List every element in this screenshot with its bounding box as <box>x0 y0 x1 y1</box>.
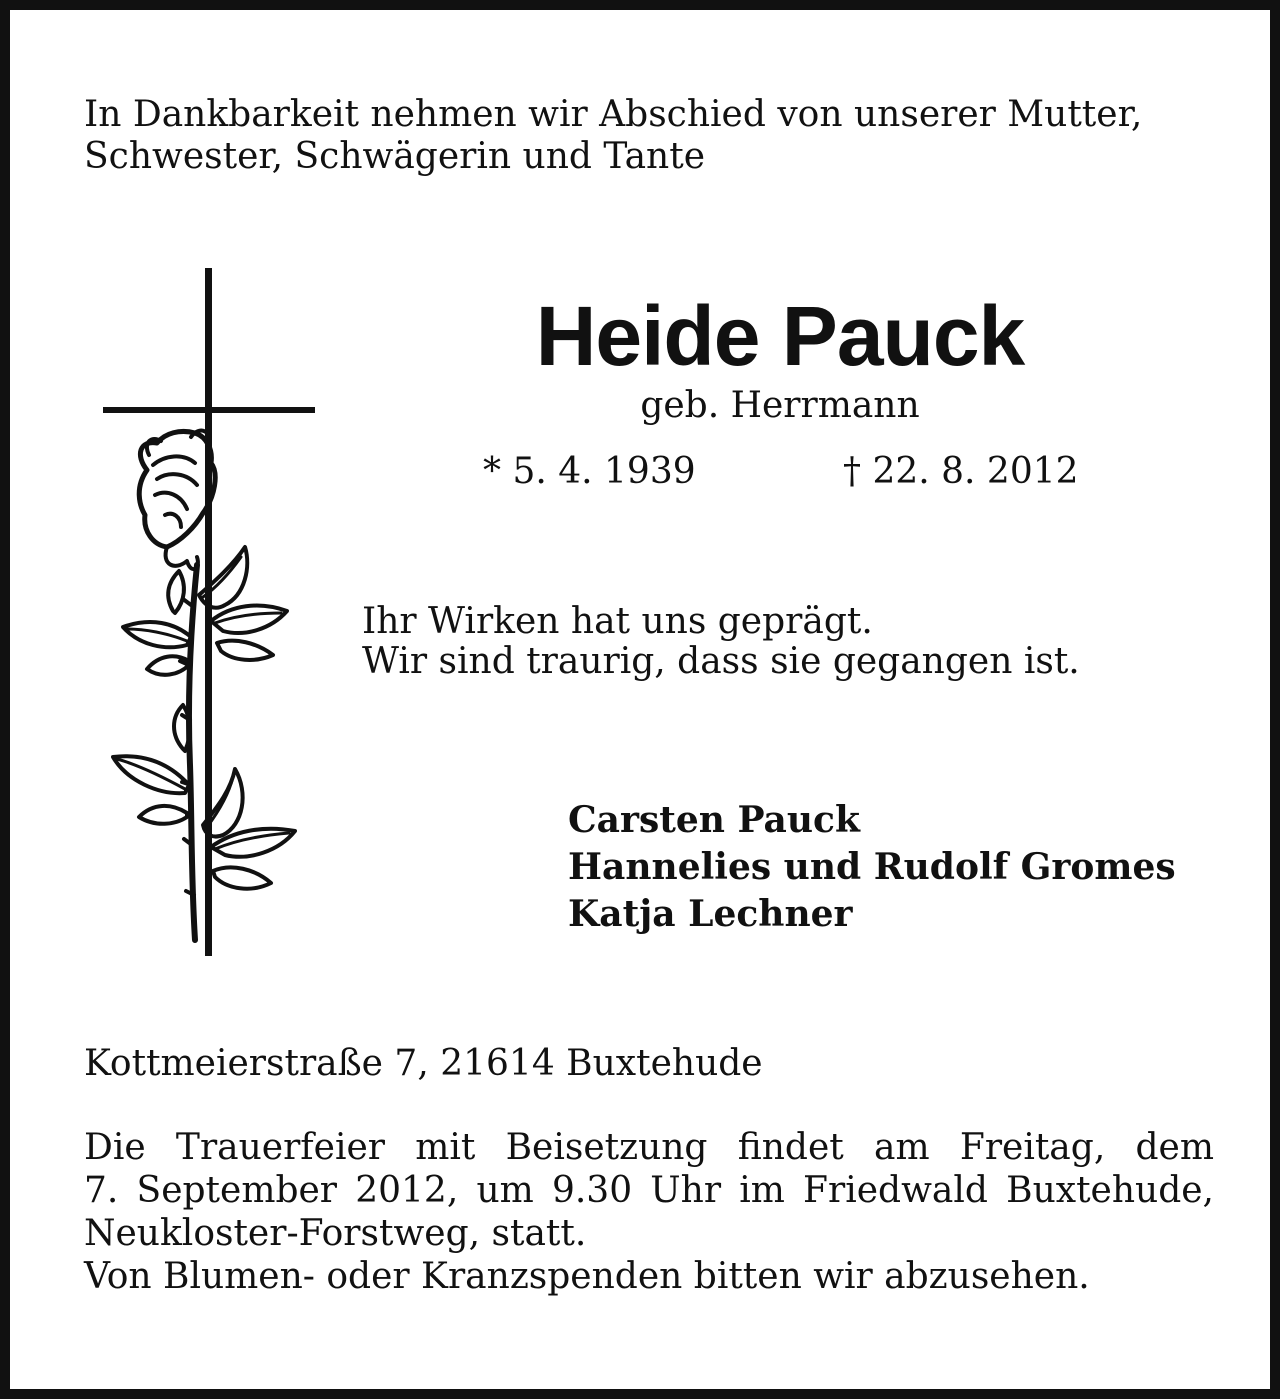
death-date: † 22. 8. 2012 <box>843 451 1079 492</box>
birth-date: * 5. 4. 1939 <box>483 451 696 492</box>
closing-line-2: 7. September 2012, um 9.30 Uhr im Friedwald Buxtehude, <box>84 1170 1214 1211</box>
quote-line-1: Ihr Wirken hat uns geprägt. <box>362 601 873 642</box>
intro-line-2: Schwester, Schwägerin und Tante <box>84 136 705 177</box>
cross-with-rose-icon <box>95 265 325 960</box>
address: Kottmeierstraße 7, 21614 Buxtehude <box>84 1043 763 1084</box>
intro-text <box>84 94 1214 178</box>
funeral-details <box>84 1126 1214 1298</box>
intro-line-1: In Dankbarkeit nehmen wir Abschied von unserer Mutter, <box>84 94 1143 135</box>
deceased-name: Heide Pauck <box>535 289 1025 383</box>
memorial-quote <box>362 602 1080 682</box>
closing-line-1: Die Trauerfeier mit Beisetzung findet am Freitag, dem <box>84 1127 1214 1168</box>
closing-line-4: Von Blumen- oder Kranzspenden bitten wir abzusehen. <box>84 1256 1090 1297</box>
quote-line-2: Wir sind traurig, dass sie gegangen ist. <box>362 641 1080 682</box>
mourner-name: Carsten Pauck <box>568 799 860 841</box>
mourner-name: Hannelies und Rudolf Gromes <box>568 846 1176 888</box>
closing-line-3: Neukloster-Forstweg, statt. <box>84 1213 587 1254</box>
mourners-list <box>568 797 1176 938</box>
mourner-name: Katja Lechner <box>568 893 853 935</box>
maiden-name: geb. Herrmann <box>640 385 920 426</box>
